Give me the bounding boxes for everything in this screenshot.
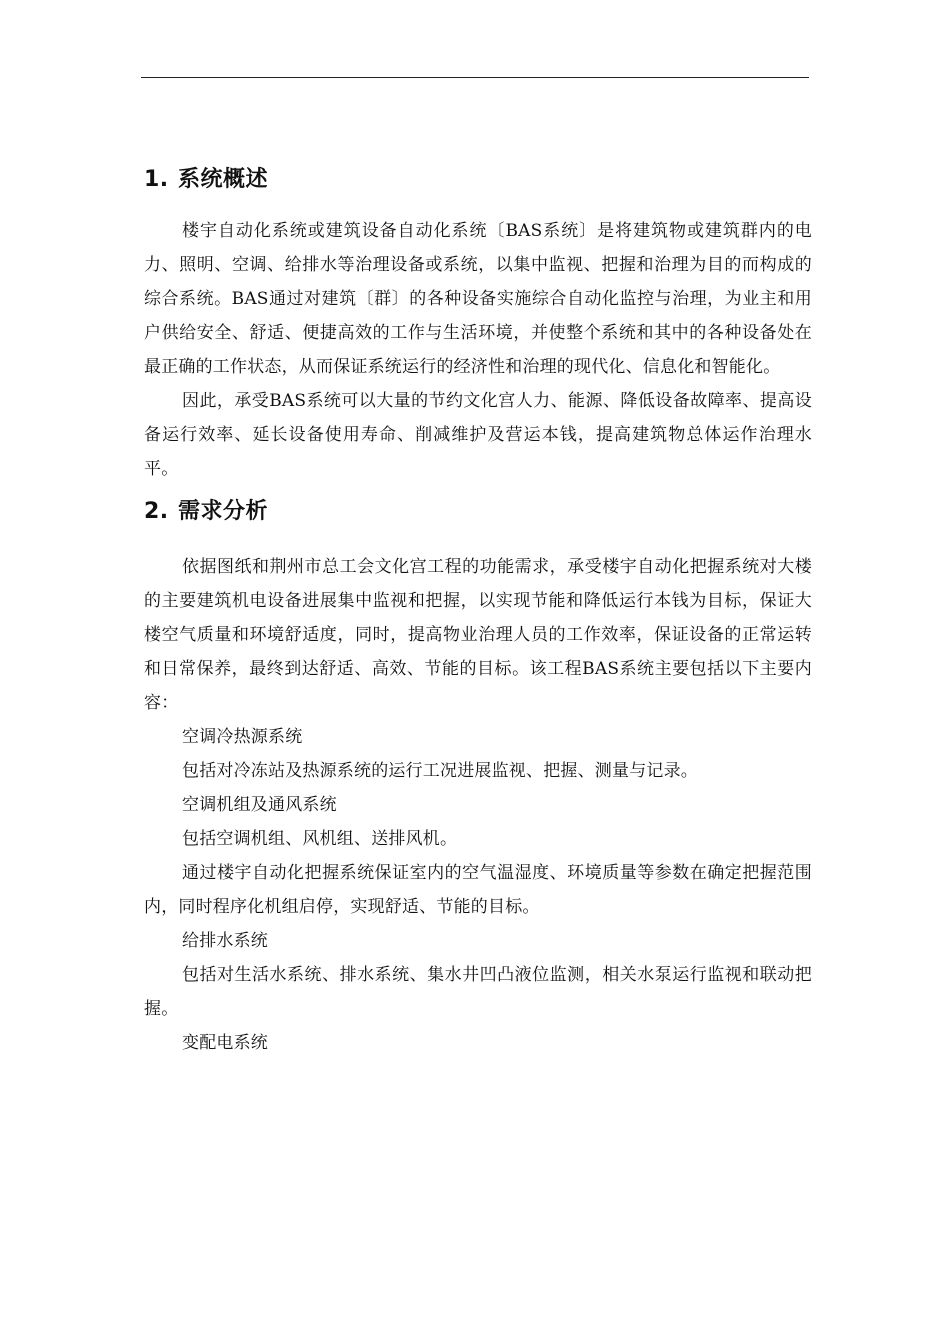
section-title: 系统概述	[178, 167, 269, 192]
section-number: 1.	[144, 167, 169, 192]
section-title: 需求分析	[178, 499, 269, 524]
paragraph: 包括空调机组、风机组、送排风机。	[182, 829, 458, 849]
subsystem-label: 空调机组及通风系统	[182, 795, 337, 815]
paragraph: 通过楼宇自动化把握系统保证室内的空气温湿度、环境质量等参数在确定把握范围内，同时程序化机组启停，实现舒适、节能的目标。	[144, 863, 812, 917]
subsystem-label: 空调冷热源系统	[182, 727, 303, 747]
subsystem-label: 变配电系统	[182, 1033, 268, 1053]
paragraph: 依据图纸和荆州市总工会文化宫工程的功能需求，承受楼宇自动化把握系统对大楼的主要建筑机电设备进展集中监视和把握，以实现节能和降低运行本钱为目标，保证大楼空气质量和环境舒适度，同时，提高物业治理人员的工作效率，保证设备的正常运转和日常保养，最终到达舒适、高效、节能的目标。该工程BAS系统主要包括以下主要内容：	[144, 557, 812, 713]
header-rule	[141, 77, 809, 78]
document-body	[144, 156, 812, 1060]
subsystem-label: 给排水系统	[182, 931, 268, 951]
section-heading-overview	[144, 158, 812, 202]
paragraph: 包括对生活水系统、排水系统、集水井凹凸液位监测，相关水泵运行监视和联动把握。	[144, 965, 812, 1019]
section-heading-requirements	[144, 490, 812, 534]
paragraph: 包括对冷冻站及热源系统的运行工况进展监视、把握、测量与记录。	[182, 761, 698, 781]
paragraph: 楼宇自动化系统或建筑设备自动化系统〔BAS系统〕是将建筑物或建筑群内的电力、照明、空调、给排水等治理设备或系统，以集中监视、把握和治理为目的而构成的综合系统。BAS通过对建筑〔群〕的各种设备实施综合自动化监控与治理，为业主和用户供给安全、舒适、便捷高效的工作与生活环境，并使整个系统和其中的各种设备处在最正确的工作状态，从而保证系统运行的经济性和治理的现代化、信息化和智能化。	[144, 221, 812, 377]
paragraph: 因此，承受BAS系统可以大量的节约文化宫人力、能源、降低设备故障率、提高设备运行效率、延长设备使用寿命、削减维护及营运本钱，提高建筑物总体运作治理水平。	[144, 391, 812, 479]
section-number: 2.	[144, 499, 169, 524]
